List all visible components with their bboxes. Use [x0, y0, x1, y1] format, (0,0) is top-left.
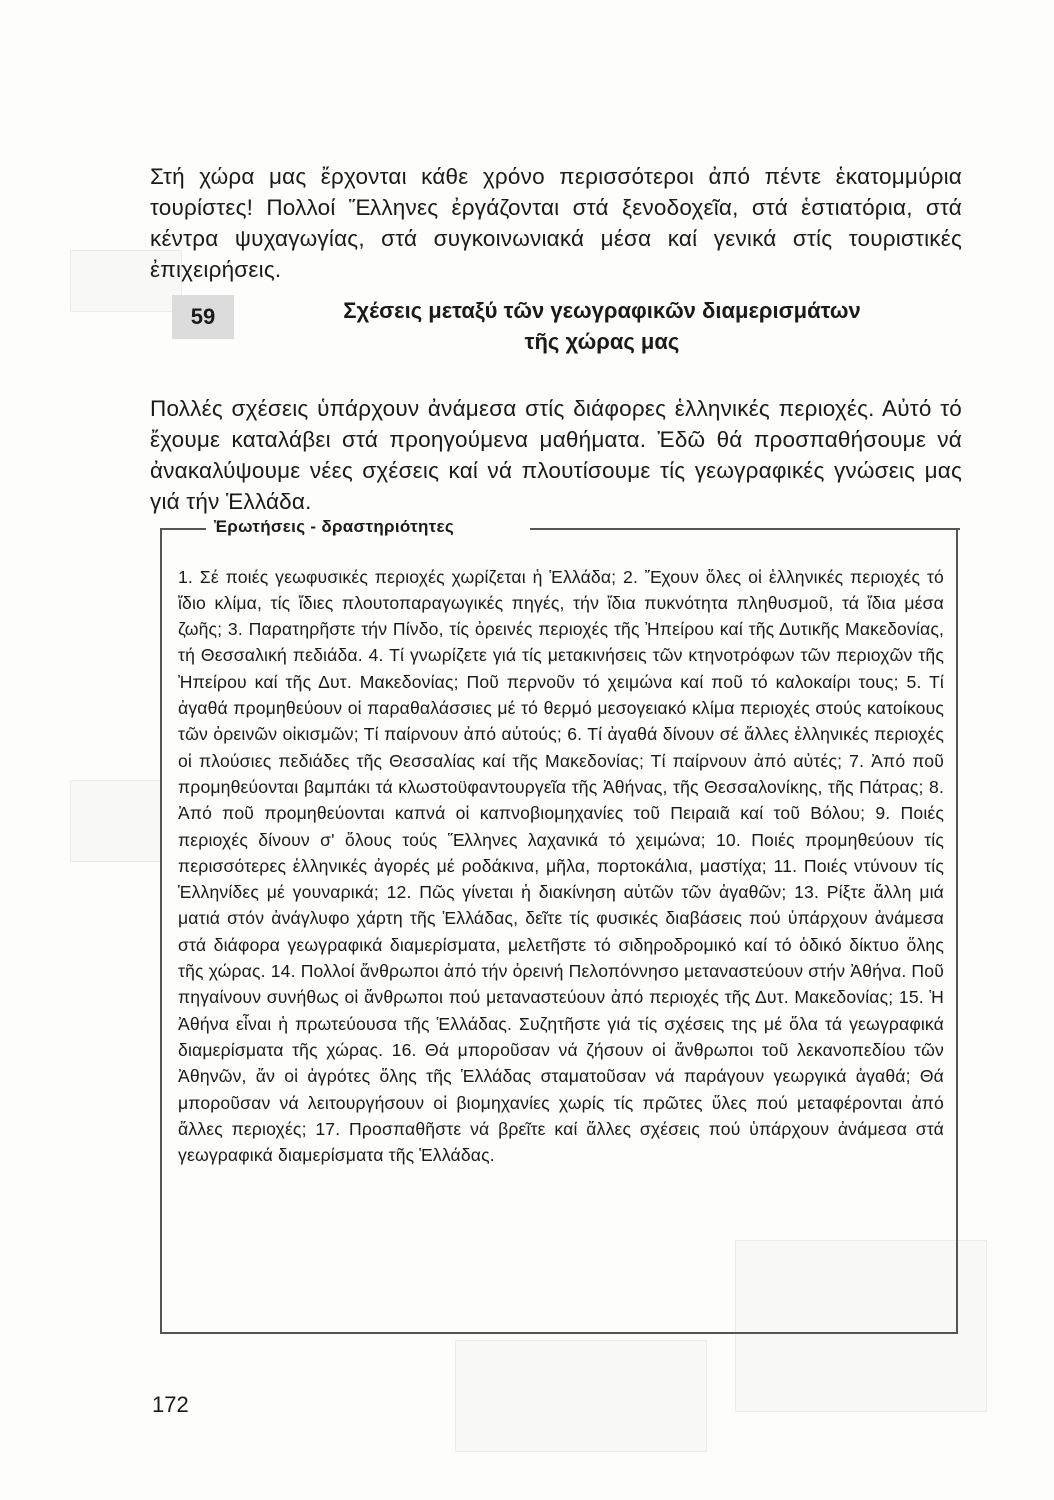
section-body-paragraph: Πολλές σχέσεις ὑπάρχουν ἀνάμεσα στίς διάφορες ἑλληνικές περιοχές. Αὐτό τό ἔχουμε καταλάβει στά προηγούμενα μαθήματα. Ἐδῶ θά προσπαθήσουμε νά ἀνακαλύψουμε νέες σχέσεις καί νά πλουτίσουμε τίς γεωγραφικές γνώσεις μας γιά τήν Ἑλλάδα. [150, 395, 962, 514]
section-title [272, 295, 932, 357]
bleed-through-box [455, 1340, 707, 1452]
intro-paragraph: Στή χώρα μας ἔρχονται κάθε χρόνο περισσότεροι ἀπό πέντε ἑκατομμύρια τουρίστες! Πολλοί Ἕλληνες ἐργάζονται στά ξενοδοχεῖα, στά ἑστιατόρια, στά κέντρα ψυχαγωγίας, στά συγκοινωνιακά μέσα καί γενικά στίς τουριστικές ἐπιχειρήσεις. [150, 163, 962, 282]
questions-box-top-rule-right [530, 528, 960, 530]
page-number: 172 [152, 1392, 189, 1417]
bleed-through-box [70, 780, 162, 862]
questions-box-top-rule-left [160, 528, 206, 530]
questions-box [160, 517, 958, 1334]
questions-box-title: Ἐρωτήσεις - δραστηριότητες [206, 514, 462, 540]
section-number: 59 [172, 295, 234, 339]
section-heading [172, 289, 962, 369]
section-title-line-2: τῆς χώρας μας [524, 329, 680, 354]
section-title-line-1: Σχέσεις μεταξύ τῶν γεωγραφικῶν διαμερισμάτων [343, 298, 861, 323]
questions-text: 1. Σέ ποιές γεωφυσικές περιοχές χωρίζεται ἡ Ἑλλάδα; 2. Ἔχουν ὅλες οἱ ἑλληνικές περιοχές τό ἴδιο κλίμα, τίς ἴδιες πλουτοπαραγωγικές πηγές, τήν ἴδια πυκνότητα πληθυσμοῦ, τά ἴδια μέσα ζωῆς; 3. Παρατηρῆστε τήν Πίνδο, τίς ὀρεινές περιοχές τῆς Ἠπείρου καί τῆς Δυτικῆς Μακεδονίας, τή Θεσσαλική πεδιάδα. 4. Τί γνωρίζετε γιά τίς μετακινήσεις τῶν κτηνοτρόφων τῶν περιοχῶν τῆς Ἠπείρου καί τῆς Δυτ. Μακεδονίας; Ποῦ περνοῦν τό χειμώνα καί ποῦ τό καλοκαίρι τους; 5. Τί ἀγαθά προμηθεύουν οἱ παραθαλάσσιες μέ τό θερμό μεσογειακό κλίμα περιοχές στούς κατοίκους τῶν ὀρεινῶν οἰκισμῶν; Τί παίρνουν ἀπό αὐτούς; 6. Τί ἀγαθά δίνουν σέ ἄλλες ἑλληνικές περιοχές οἱ πλούσιες πεδιάδες τῆς Θεσσαλίας καί τῆς Μακεδονίας; Τί παίρνουν ἀπό αὐτές; 7. Ἀπό ποῦ προμηθεύονται βαμπάκι τά κλωστοϋφαντουργεῖα τῆς Ἀθήνας, τῆς Θεσσαλονίκης, τῆς Πάτρας; 8. Ἀπό ποῦ προμηθεύονται καπνά οἱ καπνοβιομηχανίες τοῦ Πειραιᾶ καί τοῦ Βόλου; 9. Ποιές περιοχές δίνουν σ' ὅλους τούς Ἕλληνες λαχανικά τό χειμώνα; 10. Ποιές προμηθεύουν τίς περισσότερες ἑλληνικές ἀγορές μέ ροδάκινα, μῆλα, πορτοκάλια, μαστίχα; 11. Ποιές ντύνουν τίς Ἑλληνίδες μέ γουναρικά; 12. Πῶς γίνεται ἡ διακίνηση αὐτῶν τῶν ἀγαθῶν; 13. Ρίξτε ἄλλη μιά ματιά στόν ἀνάγλυφο χάρτη τῆς Ἑλλάδας, δεῖτε τίς φυσικές διαβάσεις πού ὑπάρχουν ἀνάμεσα στά διάφορα γεωγραφικά διαμερίσματα, μελετῆστε τό σιδηροδρομικό καί τό ὁδικό δίκτυο ὅλης τῆς χώρας. 14. Πολλοί ἄνθρωποι ἀπό τήν ὀρεινή Πελοπόννησο μεταναστεύουν στήν Ἀθήνα. Ποῦ πηγαίνουν συνήθως οἱ ἄνθρωποι πού μεταναστεύουν ἀπό περιοχές τῆς Δυτ. Μακεδονίας; 15. Ἡ Ἀθήνα εἶναι ἡ πρωτεύουσα τῆς Ἑλλάδας. Συζητῆστε γιά τίς σχέσεις της μέ ὅλα τά γεωγραφικά διαμερίσματα τῆς χώρας. 16. Θά μποροῦσαν νά ζήσουν οἱ ἄνθρωποι τοῦ λεκανοπεδίου τῶν Ἀθηνῶν, ἄν οἱ ἀγρότες ὅλης τῆς Ἑλλάδας σταματοῦσαν νά παράγουν γεωργικά ἀγαθά; Θά μποροῦσαν νά λειτουργήσουν οἱ βιομηχανίες χωρίς τίς πρῶτες ὕλες πού μεταφέρονται ἀπό ἄλλες περιοχές; 17. Προσπαθῆστε νά βρεῖτε καί ἄλλες σχέσεις πού ὑπάρχουν ἀνάμεσα στά γεωγραφικά διαμερίσματα τῆς Ἑλλάδας. [178, 566, 944, 1166]
